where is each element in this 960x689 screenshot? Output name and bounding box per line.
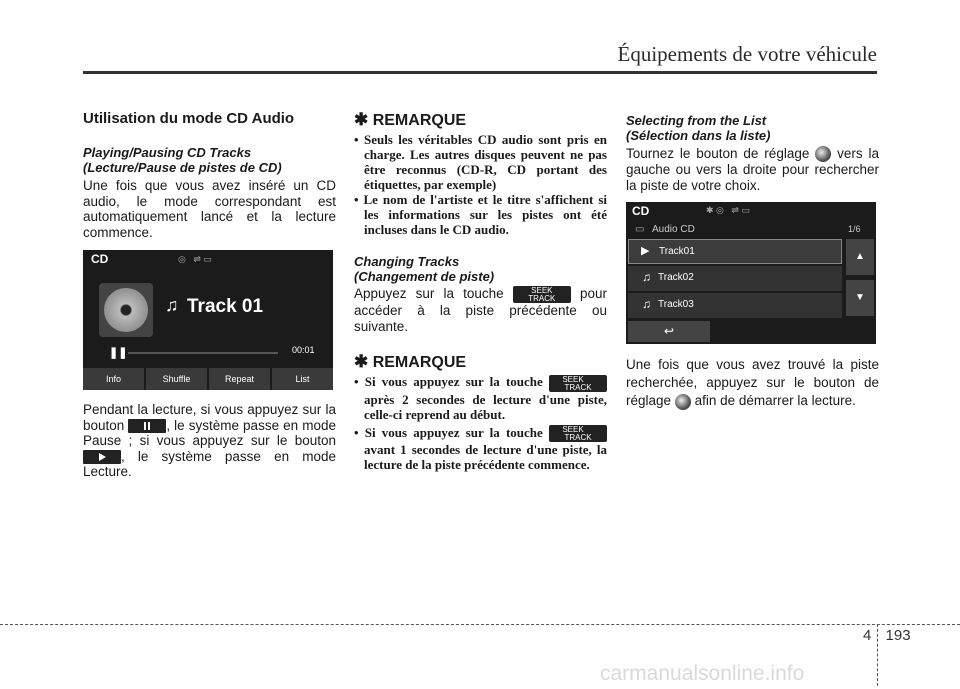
track-name: Track02	[658, 272, 694, 284]
note-item	[354, 374, 607, 422]
tune-knob-icon	[815, 146, 831, 162]
paragraph	[354, 286, 607, 334]
note-heading: ✱ REMARQUE	[354, 352, 467, 371]
section-number: 4	[863, 627, 872, 644]
paragraph-text: Pendant la lecture, si vous appuyez sur la bouton	[83, 402, 336, 433]
track-name: Track03	[658, 299, 694, 311]
cd-screen	[83, 250, 333, 390]
seek-label: SEEK	[562, 374, 584, 384]
note-text: • Si vous appuyez sur la touche	[354, 374, 543, 389]
track-row	[628, 266, 842, 291]
status-icons: ✱ ◎ ⇌ ▭	[706, 205, 750, 216]
note-item: • Seuls les véritables CD audio sont pris en charge. Les autres disques peuvent ne pas être reconnus (CD-R, CD portant des étiquettes, par exemple)	[354, 132, 607, 192]
folder-icon: ▭	[635, 224, 645, 236]
page-number	[863, 627, 911, 644]
screen-tabs	[83, 368, 333, 390]
note-item	[354, 425, 607, 473]
screen-title: CD	[91, 252, 109, 266]
pause-icon: ❚❚	[109, 347, 128, 359]
seek-label: SEEK	[562, 425, 584, 435]
track-label: TRACK	[528, 294, 556, 303]
tune-knob-icon	[675, 394, 691, 410]
pause-button-icon	[128, 419, 166, 433]
scroll-up-icon: ▲	[846, 239, 874, 275]
page-num: 193	[885, 627, 911, 644]
tab-list: List	[272, 368, 333, 390]
page-header-title: Équipements de votre véhicule	[617, 42, 877, 66]
tab-repeat: Repeat	[209, 368, 270, 390]
note-item: • Le nom de l'artiste et le titre s'affichent si les informations sur les pistes ont été incluses dans le CD audio.	[354, 192, 607, 237]
progress-bar	[128, 352, 278, 354]
seek-track-button-icon	[549, 375, 607, 392]
screen-title: CD	[632, 204, 650, 219]
paragraph-text: , le système passe en mode Lecture.	[83, 448, 336, 479]
header-rule	[83, 71, 877, 74]
paragraph-text: vers la gauche ou vers la droite pour rechercher la piste de votre choix.	[626, 146, 879, 193]
paragraph: Une fois que vous avez inséré un CD audio, le mode correspondant est automatiquement lancé et la lecture commence.	[83, 178, 336, 240]
subheading-fr: (Lecture/Pause de pistes de CD)	[83, 160, 282, 175]
paragraph-text: , le système passe en mode Pause ; si vous appuyez sur le bouton	[83, 417, 336, 448]
paragraph-text: afin de démarrer la lecture.	[694, 393, 856, 409]
subheading-fr: (Sélection dans la liste)	[626, 128, 771, 143]
list-screen	[626, 202, 876, 344]
paragraph	[83, 402, 336, 480]
seek-label: SEEK	[531, 286, 553, 295]
tab-info: Info	[83, 368, 144, 390]
back-icon: ↩	[628, 321, 710, 342]
track-name: Track 01	[187, 296, 264, 317]
paragraph-text: pour accéder à la piste précédente ou suivante.	[354, 286, 607, 334]
note-heading: ✱ REMARQUE	[354, 110, 467, 129]
paragraph	[626, 356, 879, 410]
note-text: après 2 secondes de lecture d'une piste, celle-ci reprend au début.	[364, 391, 607, 422]
track-label: TRACK	[564, 433, 592, 443]
paragraph-text: Appuyez sur la touche	[354, 286, 504, 302]
tab-shuffle: Shuffle	[146, 368, 207, 390]
track-row	[628, 293, 842, 318]
track-count: 1/6	[848, 224, 861, 235]
status-icons: ◎ ⇌ ▭	[178, 254, 212, 264]
footer-rule	[0, 624, 960, 625]
track-label: TRACK	[564, 382, 592, 392]
column-3	[626, 110, 879, 410]
track-row	[628, 239, 842, 264]
seek-track-button-icon	[513, 286, 571, 303]
play-button-icon	[83, 450, 121, 464]
note-text: avant 1 secondes de lecture d'une piste, la lecture de la piste précédente commence.	[364, 442, 607, 473]
play-icon: ▶	[641, 245, 650, 258]
section-heading: Utilisation du mode CD Audio	[83, 110, 295, 127]
column-2	[354, 110, 607, 472]
column-1	[83, 110, 336, 480]
paragraph-text: Tournez le bouton de réglage	[626, 146, 810, 161]
elapsed-time: 00:01	[292, 345, 315, 355]
music-note-icon: ♫	[642, 297, 651, 312]
paragraph-text: Une fois que vous avez trouvé la piste recherchée, appuyez sur le bouton de réglage	[626, 357, 879, 409]
note-title: REMARQUE	[372, 354, 467, 371]
folder-name: Audio CD	[652, 224, 695, 236]
page-separator	[877, 624, 878, 686]
seek-track-button-icon	[549, 425, 607, 442]
paragraph	[626, 146, 879, 193]
note-text: • Si vous appuyez sur la touche	[354, 424, 543, 440]
music-note-icon: ♫	[165, 295, 179, 315]
note-title: REMARQUE	[372, 112, 467, 129]
cd-disc-icon	[99, 283, 153, 337]
subheading-en: Selecting from the List	[626, 113, 767, 128]
music-note-icon: ♫	[642, 270, 651, 285]
subheading-fr: (Changement de piste)	[354, 269, 495, 284]
subheading-en: Playing/Pausing CD Tracks	[83, 145, 252, 160]
track-name: Track01	[659, 246, 695, 258]
watermark: carmanualsonline.info	[600, 662, 805, 685]
subheading-en: Changing Tracks	[354, 254, 460, 269]
scroll-down-icon: ▼	[846, 280, 874, 316]
